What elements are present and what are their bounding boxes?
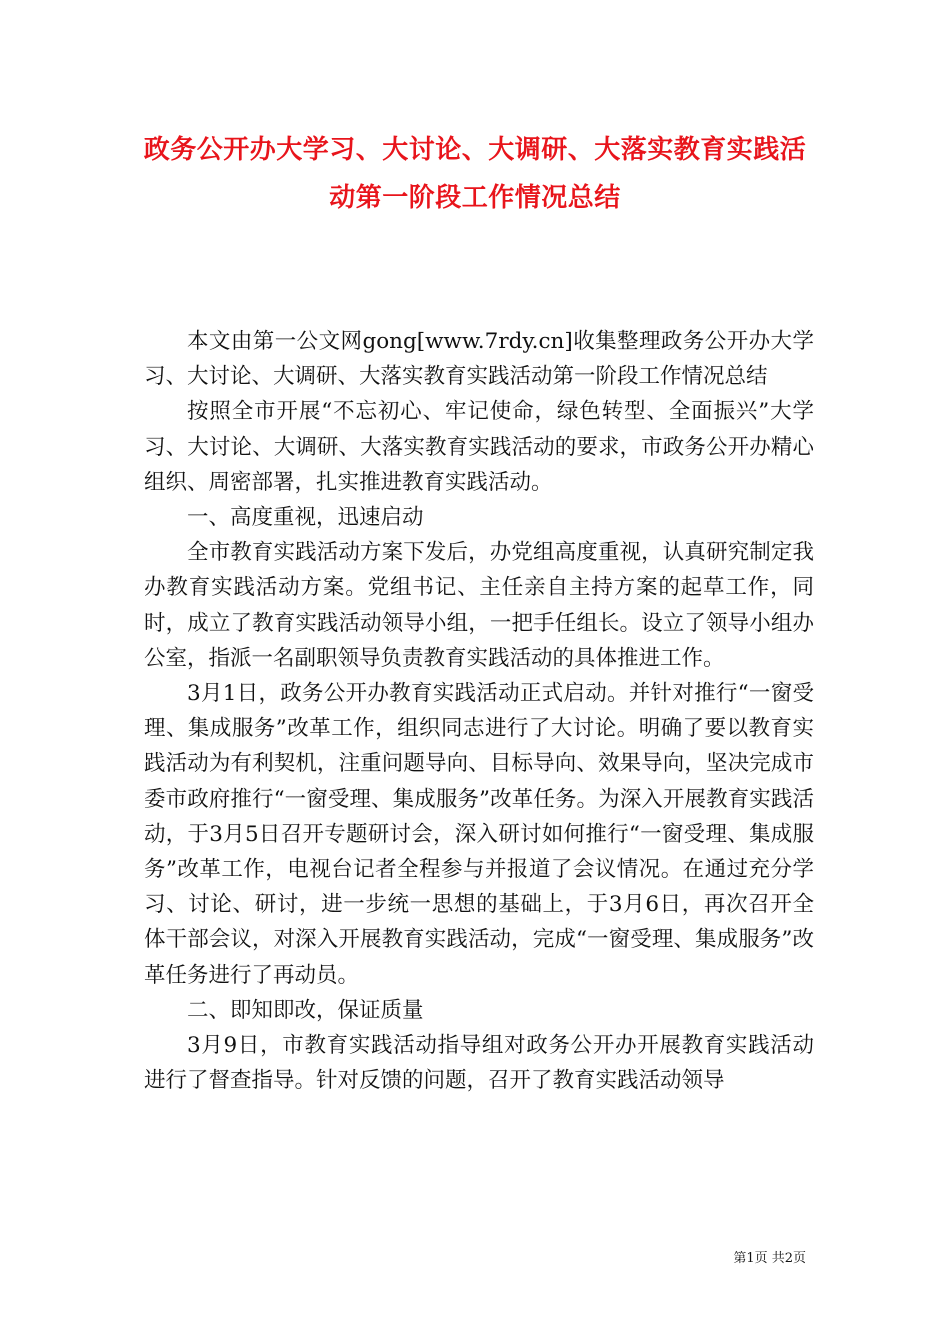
title-line-2: 动第一阶段工作情况总结 [329, 183, 621, 213]
paragraph-section-1b: 3月1日，政务公开办教育实践活动正式启动。并针对推行“一窗受理、集成服务”改革工作，组织同志进行了大讨论。明确了要以教育实践活动为有利契机，注重问题导向、目标导向、效果导向，坚决完成市委市政府推行“一窗受理、集成服务”改革任务。为深入开展教育实践活动，于3月5日召开专题研讨会，深入研讨如何推行“一窗受理、集成服务”改革工作，电视台记者全程参与并报道了会议情况。在通过充分学习、讨论、研讨，进一步统一思想的基础上，于3月6日，再次召开全体干部会议，对深入开展教育实践活动，完成“一窗受理、集成服务”改革任务进行了再动员。 [144, 681, 814, 988]
paragraph-section-2a: 3月9日，市教育实践活动指导组对政务公开办开展教育实践活动进行了督查指导。针对反馈的问题，召开了教育实践活动领导 [144, 1033, 814, 1094]
section-heading-1: 一、高度重视，迅速启动 [187, 505, 424, 531]
paragraph-background: 按照全市开展“不忘初心、牢记使命，绿色转型、全面振兴”大学习、大讨论、大调研、大落实教育实践活动的要求，市政务公开办精心组织、周密部署，扎实推进教育实践活动。 [144, 399, 814, 495]
page-number: 第1页 共2页 [733, 1251, 806, 1266]
paragraph-intro: 本文由第一公文网gong[www.7rdy.cn]收集整理政务公开办大学习、大讨论、大调研、大落实教育实践活动第一阶段工作情况总结 [144, 329, 814, 390]
title-line-1: 政务公开办大学习、大讨论、大调研、大落实教育实践活 [143, 135, 807, 165]
section-heading-2: 二、即知即改，保证质量 [187, 997, 424, 1023]
document-title [140, 126, 810, 222]
paragraph-section-1a: 全市教育实践活动方案下发后，办党组高度重视，认真研究制定我办教育实践活动方案。党组书记、主任亲自主持方案的起草工作，同时，成立了教育实践活动领导小组，一把手任组长。设立了领导小组办公室，指派一名副职领导负责教育实践活动的具体推进工作。 [144, 540, 814, 671]
document-body [144, 324, 814, 1098]
